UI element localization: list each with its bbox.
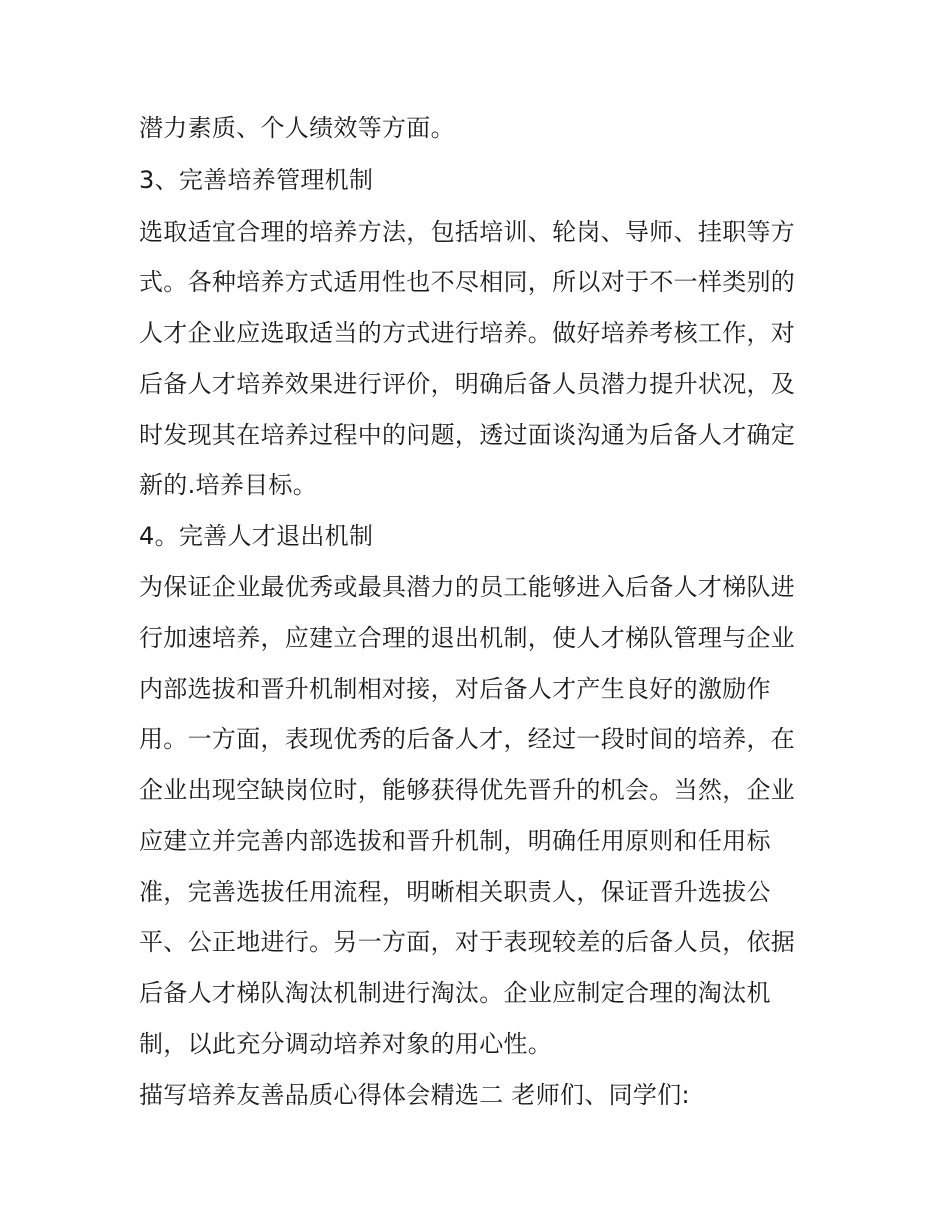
- section-heading: 3、完善培养管理机制: [139, 166, 374, 194]
- text-line: 用。一方面，表现优秀的后备人才，经过一段时间的培养，在: [139, 725, 796, 753]
- text-line: 选取适宜合理的培养方法，包括培训、轮岗、导师、挂职等方: [139, 218, 796, 246]
- text-line: 企业出现空缺岗位时，能够获得优先晋升的机会。当然，企业: [139, 776, 796, 804]
- text-line: 式。各种培养方式适用性也不尽相同，所以对于不一样类别的: [139, 268, 796, 296]
- text-line: 新的.培养目标。: [139, 471, 318, 499]
- text-line: 应建立并完善内部选拔和晋升机制，明确任用原则和任用标: [139, 827, 771, 855]
- text-line: 内部选拔和晋升机制相对接，对后备人才产生良好的激励作: [139, 675, 771, 703]
- text-line: 平、公正地进行。另一方面，对于表现较差的后备人员，依据: [139, 928, 796, 956]
- text-line: 制，以此充分调动培养对象的用心性。: [139, 1030, 553, 1058]
- text-line: 时发现其在培养过程中的问题，透过面谈沟通为后备人才确定: [139, 421, 796, 449]
- section-heading: 4。完善人才退出机制: [139, 522, 374, 550]
- section-heading: 描写培养友善品质心得体会精选二 老师们、同学们:: [139, 1081, 690, 1109]
- text-line: 潜力素质、个人绩效等方面。: [139, 114, 455, 142]
- text-line: 后备人才培养效果进行评价，明确后备人员潜力提升状况，及: [139, 370, 796, 398]
- text-line: 准，完善选拔任用流程，明晰相关职责人，保证晋升选拔公: [139, 878, 771, 906]
- text-line: 人才企业应选取适当的方式进行培养。做好培养考核工作，对: [139, 319, 796, 347]
- text-line: 后备人才梯队淘汰机制进行淘汰。企业应制定合理的淘汰机: [139, 979, 771, 1007]
- text-line: 为保证企业最优秀或最具潜力的员工能够进入后备人才梯队进: [139, 573, 796, 601]
- text-line: 行加速培养，应建立合理的退出机制，使人才梯队管理与企业: [139, 624, 796, 652]
